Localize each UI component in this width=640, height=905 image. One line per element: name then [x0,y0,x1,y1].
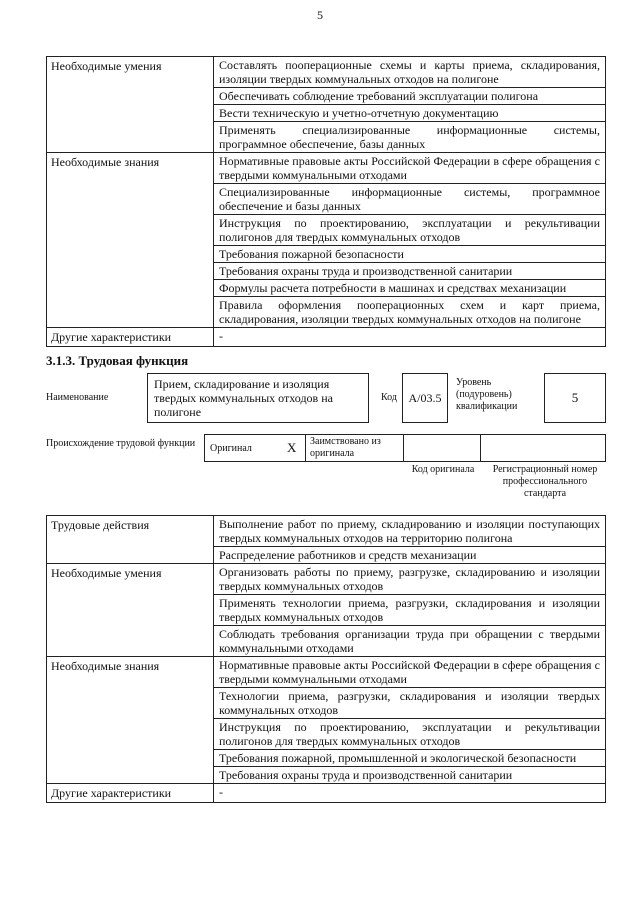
row-item-text: Обеспечивать соблюдение требований эксплуатации полигона [214,88,606,105]
table-row [47,657,606,688]
row-item-text: Распределение работников и средств механизации [214,547,606,564]
table-row [47,564,606,595]
row-item-text: - [214,784,606,803]
row-item-text: Правила оформления пооперационных схем и карт приема, складирования, изоляции твердых коммунальных отходов на полигоне [214,297,606,328]
code-label: Код [381,392,397,403]
row-item-text: Соблюдать требования организации труда при обращении с твердыми коммунальными отходами [214,626,606,657]
row-item-text: Составлять пооперационные схемы и карты приема, складирования, изоляции твердых коммунальных отходов на полигоне [214,57,606,88]
table-row [47,328,606,347]
name-label: Наименование [46,392,109,403]
table-row [47,57,606,88]
code-original-label: Код оригинала [411,464,475,475]
row-group-label: Необходимые знания [47,153,214,328]
table-row [47,516,606,547]
level-value: 5 [571,390,579,405]
row-item-text: Специализированные информационные системы, программное обеспечение и базы данных [214,184,606,215]
table-row [47,784,606,803]
row-group-label: Другие характеристики [47,784,214,803]
level-label: Уровень (подуровень) квалификации [456,377,518,412]
level-box [544,373,606,423]
page-number: 5 [317,8,323,22]
reg-number-label: Регистрационный номер профессионального стандарта [492,464,598,499]
origin-label: Происхождение трудовой функции [46,438,196,449]
row-item-text: Инструкция по проектированию, эксплуатации и рекультивации полигонов для твердых коммунальных отходов [214,719,606,750]
row-item-text: Требования охраны труда и производственной санитарии [214,263,606,280]
row-group-label: Другие характеристики [47,328,214,347]
section-title: 3.1.3. Трудовая функция [46,353,189,368]
original-label: Оригинал [210,443,252,454]
row-item-text: Инструкция по проектированию, эксплуатации и рекультивации полигонов для твердых коммунальных отходов [214,215,606,246]
row-item-text: Выполнение работ по приему, складированию и изоляции поступающих твердых коммунальных отходов на территорию полигона [214,516,606,547]
row-item-text: Требования пожарной, промышленной и экологической безопасности [214,750,606,767]
row-item-text: - [214,328,606,347]
row-item-text: Формулы расчета потребности в машинах и средствах механизации [214,280,606,297]
row-item-text: Технологии приема, разгрузки, складирования и изоляции твердых коммунальных отходов [214,688,606,719]
row-item-text: Применять технологии приема, разгрузки, складирования и изоляции твердых коммунальных отходов [214,595,606,626]
table-row [47,153,606,184]
function-name: Прием, складирование и изоляция твердых коммунальных отходов на полигоне [154,377,333,419]
row-item-text: Требования охраны труда и производственной санитарии [214,767,606,784]
row-group-label: Трудовые действия [47,516,214,564]
code-box [402,373,448,423]
requirements-table-2 [46,515,606,803]
row-item-text: Организовать работы по приему, разгрузке, складированию и изоляции твердых коммунальных отходов [214,564,606,595]
row-item-text: Вести техническую и учетно-отчетную документацию [214,105,606,122]
row-item-text: Нормативные правовые акты Российской Федерации в сфере обращения с твердыми коммунальными отходами [214,657,606,688]
code-value: А/03.5 [408,391,442,405]
origin-box [204,434,606,462]
row-group-label: Необходимые знания [47,657,214,784]
row-item-text: Нормативные правовые акты Российской Федерации в сфере обращения с твердыми коммунальными отходами [214,153,606,184]
row-item-text: Применять специализированные информационные системы, программное обеспечение, базы данных [214,122,606,153]
row-group-label: Необходимые умения [47,57,214,153]
borrowed-label: Заимствовано из оригинала [310,436,381,459]
function-name-box [147,373,369,423]
original-mark: X [287,440,297,455]
row-group-label: Необходимые умения [47,564,214,657]
row-item-text: Требования пожарной безопасности [214,246,606,263]
requirements-table-1 [46,56,606,347]
